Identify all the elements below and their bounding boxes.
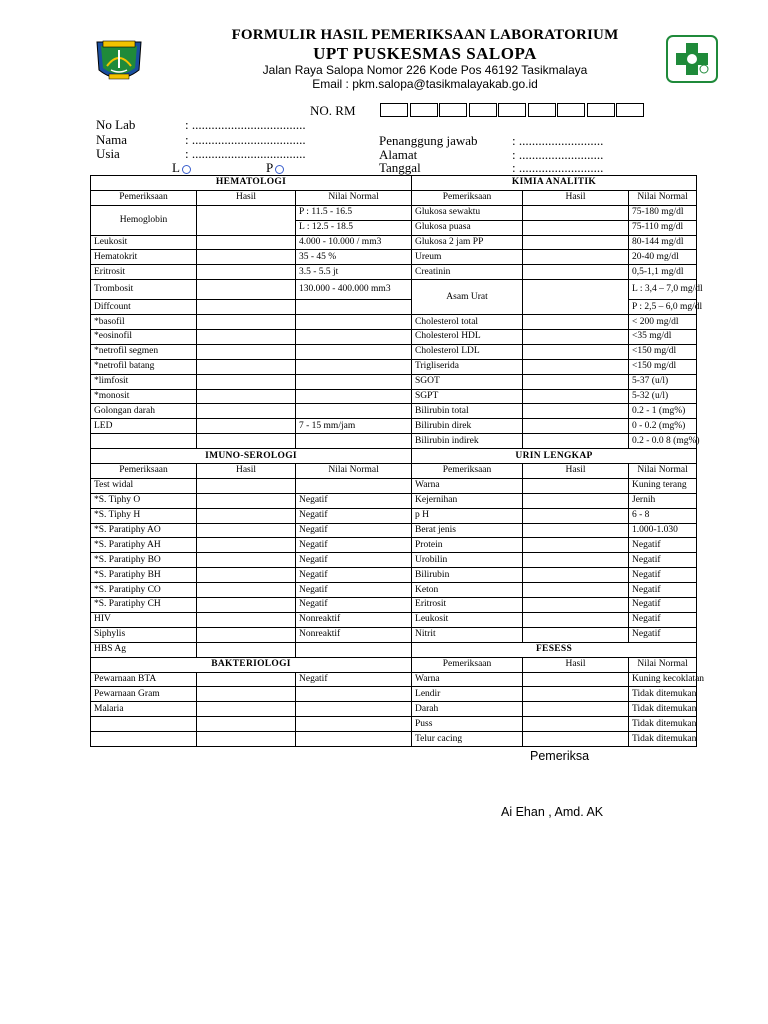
normal-value [296, 732, 412, 747]
normal-value [296, 717, 412, 732]
facility-address: Jalan Raya Salopa Nomor 226 Kode Pos 46192 Tasikmalaya [262, 63, 588, 77]
nama-label: Nama [96, 132, 128, 147]
column-header-normal: Nilai Normal [629, 190, 697, 205]
table-row [91, 265, 697, 280]
exam-name: Puss [412, 717, 523, 732]
facility-email: Email : pkm.salopa@tasikmalayakab.go.id [312, 77, 538, 91]
exam-name: *basofil [91, 315, 197, 330]
result-input[interactable] [523, 598, 629, 613]
result-input[interactable] [523, 205, 629, 220]
normal-value: Negatif [296, 672, 412, 687]
normal-value [296, 687, 412, 702]
exam-name: HBS Ag [91, 642, 197, 657]
table-row [91, 553, 697, 568]
normal-value: 20-40 mg/dl [629, 250, 697, 265]
normal-value: Negatif [296, 583, 412, 598]
result-input[interactable] [523, 419, 629, 434]
nama-field[interactable]: : ................................... [185, 132, 306, 147]
normal-value: 130.000 - 400.000 mm3 [296, 280, 412, 300]
normal-value: Nonreaktif [296, 627, 412, 642]
normal-value: 7 - 15 mm/jam [296, 419, 412, 434]
normal-value [296, 374, 412, 389]
result-input[interactable] [197, 235, 296, 250]
table-row [91, 176, 697, 191]
column-header-normal: Nilai Normal [629, 464, 697, 479]
normal-value: 0.2 - 1 (mg%) [629, 404, 697, 419]
exam-name: p H [412, 508, 523, 523]
normal-value: 75-110 mg/dl [629, 220, 697, 235]
normal-value: <35 mg/dl [629, 330, 697, 345]
examiner-label: Pemeriksa [530, 749, 590, 763]
result-input[interactable] [197, 523, 296, 538]
normal-value: P : 11.5 - 16.5 [296, 205, 412, 220]
lab-results-table [90, 175, 705, 747]
table-row [91, 598, 697, 613]
result-input[interactable] [523, 508, 629, 523]
normal-value [296, 389, 412, 404]
normal-value: < 200 mg/dl [629, 315, 697, 330]
exam-name: Glukosa sewaktu [412, 205, 523, 220]
result-input[interactable] [523, 493, 629, 508]
result-input[interactable] [523, 568, 629, 583]
table-row [91, 687, 697, 702]
no-rm-digit-box[interactable] [557, 103, 585, 117]
normal-value: 6 - 8 [629, 508, 697, 523]
column-header-result: Hasil [197, 464, 296, 479]
normal-value: Negatif [296, 508, 412, 523]
gender-female-label: P [266, 160, 274, 175]
normal-value: Tidak ditemukan [629, 702, 697, 717]
result-input[interactable] [197, 389, 296, 404]
result-input[interactable] [523, 478, 629, 493]
result-input[interactable] [523, 702, 629, 717]
normal-value: Tidak ditemukan [629, 732, 697, 747]
table-row [91, 508, 697, 523]
normal-value: Tidak ditemukan [629, 687, 697, 702]
normal-value: Negatif [296, 493, 412, 508]
exam-name: Protein [412, 538, 523, 553]
normal-value [296, 300, 412, 315]
result-input[interactable] [197, 493, 296, 508]
gender-male-label: L [172, 160, 180, 175]
normal-value: Nonreaktif [296, 612, 412, 627]
exam-name: Diffcount [91, 300, 197, 315]
exam-name: Trigliserida [412, 359, 523, 374]
column-header-result: Hasil [197, 190, 296, 205]
normal-value [296, 404, 412, 419]
exam-name: Hemoglobin [91, 205, 197, 235]
result-input[interactable] [197, 300, 296, 315]
result-input[interactable] [197, 478, 296, 493]
result-input[interactable] [523, 359, 629, 374]
exam-name [91, 717, 197, 732]
penanggung-jawab-label: Penanggung jawab [379, 133, 478, 148]
column-header-result: Hasil [523, 190, 629, 205]
exam-name: Pewarnaan BTA [91, 672, 197, 687]
result-input[interactable] [197, 374, 296, 389]
normal-value: Negatif [629, 553, 697, 568]
normal-value: 5-37 (u/l) [629, 374, 697, 389]
no-rm-digit-box[interactable] [616, 103, 644, 117]
exam-name [91, 434, 197, 449]
normal-value: Negatif [629, 538, 697, 553]
table-row [91, 419, 697, 434]
normal-value: Jernih [629, 493, 697, 508]
exam-name: Cholesterol LDL [412, 344, 523, 359]
exam-name: Test widal [91, 478, 197, 493]
section-hematologi: HEMATOLOGI [91, 176, 412, 191]
result-input[interactable] [523, 404, 629, 419]
table-row [91, 627, 697, 642]
no-rm-digit-box[interactable] [410, 103, 438, 117]
result-input[interactable] [523, 330, 629, 345]
result-input[interactable] [197, 508, 296, 523]
table-row [91, 612, 697, 627]
result-input[interactable] [197, 642, 296, 657]
tanggal-label: Tanggal [379, 160, 421, 175]
facility-name: UPT PUSKESMAS SALOPA [313, 44, 537, 63]
column-header-exam: Pemeriksaan [412, 464, 523, 479]
no-rm-label: NO. RM [310, 103, 356, 118]
exam-name: Telur cacing [412, 732, 523, 747]
no-rm-digit-box[interactable] [439, 103, 467, 117]
examiner-name: Ai Ehan , Amd. AK [501, 805, 604, 819]
result-input[interactable] [523, 523, 629, 538]
table-row [91, 702, 697, 717]
no-rm-digit-box[interactable] [587, 103, 615, 117]
result-input[interactable] [523, 672, 629, 687]
exam-name: *S. Tiphy H [91, 508, 197, 523]
exam-name: Bilirubin [412, 568, 523, 583]
exam-name: Leukosit [91, 235, 197, 250]
result-input[interactable] [523, 687, 629, 702]
normal-value: Kuning kecoklatan [629, 672, 697, 687]
result-input[interactable] [523, 374, 629, 389]
normal-value [296, 330, 412, 345]
no-rm-digit-box[interactable] [498, 103, 526, 117]
penanggung-jawab-field[interactable]: : .......................... [512, 133, 604, 148]
result-input[interactable] [197, 553, 296, 568]
table-row [91, 464, 697, 479]
result-input[interactable] [197, 330, 296, 345]
no-lab-label: No Lab [96, 117, 136, 132]
table-row [91, 642, 697, 657]
exam-name: Berat jenis [412, 523, 523, 538]
table-row [91, 404, 697, 419]
table-row [91, 330, 697, 345]
column-header-exam: Pemeriksaan [412, 657, 523, 672]
exam-name: Glukosa puasa [412, 220, 523, 235]
no-rm-digit-box[interactable] [528, 103, 556, 117]
exam-name [91, 732, 197, 747]
result-input[interactable] [197, 280, 296, 300]
normal-value: Kuning terang [629, 478, 697, 493]
normal-value: Negatif [629, 598, 697, 613]
column-header-exam: Pemeriksaan [412, 190, 523, 205]
normal-value: 3.5 - 5.5 jt [296, 265, 412, 280]
result-input[interactable] [197, 205, 296, 235]
exam-name: *S. Paratiphy BH [91, 568, 197, 583]
column-header-normal: Nilai Normal [296, 190, 412, 205]
table-row [91, 672, 697, 687]
result-input[interactable] [197, 672, 296, 687]
exam-name: *S. Paratiphy CH [91, 598, 197, 613]
normal-value: 0,5-1,1 mg/dl [629, 265, 697, 280]
exam-name: Keton [412, 583, 523, 598]
normal-value: 4.000 - 10.000 / mm3 [296, 235, 412, 250]
normal-value: 0.2 - 0.0 8 (mg%) [629, 434, 697, 449]
column-header-normal: Nilai Normal [296, 464, 412, 479]
normal-value: Negatif [296, 568, 412, 583]
gender-female-option[interactable] [266, 160, 284, 176]
exam-name: Warna [412, 672, 523, 687]
exam-name: Eritrosit [412, 598, 523, 613]
normal-value [296, 344, 412, 359]
gender-male-option[interactable] [172, 160, 191, 176]
table-row [91, 344, 697, 359]
table-row [91, 493, 697, 508]
exam-name: *S. Paratiphy BO [91, 553, 197, 568]
result-input[interactable] [197, 344, 296, 359]
table-row [91, 568, 697, 583]
exam-name: Malaria [91, 702, 197, 717]
table-row [91, 523, 697, 538]
table-row [91, 717, 697, 732]
normal-value [296, 315, 412, 330]
table-row [91, 449, 697, 464]
usia-label: Usia [96, 146, 120, 161]
radio-circle-icon[interactable] [275, 165, 284, 174]
result-input[interactable] [523, 717, 629, 732]
result-input[interactable] [197, 702, 296, 717]
table-row [91, 478, 697, 493]
alamat-label: Alamat [379, 147, 418, 162]
exam-name: SGPT [412, 389, 523, 404]
result-input[interactable] [523, 280, 629, 315]
normal-value [296, 702, 412, 717]
exam-name: Asam Urat [412, 280, 523, 315]
result-input[interactable] [197, 568, 296, 583]
result-input[interactable] [197, 359, 296, 374]
normal-value: Negatif [629, 612, 697, 627]
usia-field[interactable]: : ................................... [185, 146, 306, 161]
normal-value [296, 434, 412, 449]
normal-value: 1.000-1.030 [629, 523, 697, 538]
normal-value: Negatif [629, 627, 697, 642]
no-rm-digit-box[interactable] [469, 103, 497, 117]
normal-value: <150 mg/dl [629, 344, 697, 359]
table-row [91, 359, 697, 374]
form-title: FORMULIR HASIL PEMERIKSAAN LABORATORIUM [231, 27, 619, 43]
normal-value: Negatif [296, 538, 412, 553]
result-input[interactable] [523, 235, 629, 250]
result-input[interactable] [197, 732, 296, 747]
result-input[interactable] [197, 612, 296, 627]
result-input[interactable] [197, 598, 296, 613]
column-header-exam: Pemeriksaan [91, 464, 197, 479]
exam-name: Bilirubin direk [412, 419, 523, 434]
table-row [91, 315, 697, 330]
exam-name: Siphylis [91, 627, 197, 642]
exam-name: *netrofil batang [91, 359, 197, 374]
normal-value: 5-32 (u/l) [629, 389, 697, 404]
exam-name: Nitrit [412, 627, 523, 642]
exam-name: Kejernihan [412, 493, 523, 508]
normal-value: 80-144 mg/dl [629, 235, 697, 250]
result-input[interactable] [523, 265, 629, 280]
exam-name: Cholesterol total [412, 315, 523, 330]
exam-name: Creatinin [412, 265, 523, 280]
normal-value: L : 3,4 – 7,0 mg/dl [629, 280, 697, 300]
normal-value: 75-180 mg/dl [629, 205, 697, 220]
exam-name: Trombosit [91, 280, 197, 300]
exam-name: Leukosit [412, 612, 523, 627]
result-input[interactable] [197, 419, 296, 434]
normal-value: Negatif [629, 583, 697, 598]
column-header-result: Hasil [523, 657, 629, 672]
table-row [91, 235, 697, 250]
result-input[interactable] [523, 538, 629, 553]
exam-name: *S. Paratiphy AH [91, 538, 197, 553]
exam-name: *limfosit [91, 374, 197, 389]
normal-value: Tidak ditemukan [629, 717, 697, 732]
exam-name: Urobilin [412, 553, 523, 568]
exam-name: Darah [412, 702, 523, 717]
section-imuno-serologi: IMUNO-SEROLOGI [91, 449, 412, 464]
regency-emblem-logo [93, 36, 145, 86]
column-header-normal: Nilai Normal [629, 657, 697, 672]
normal-value [296, 359, 412, 374]
no-rm-digit-box[interactable] [380, 103, 408, 117]
normal-value: Negatif [296, 523, 412, 538]
result-input[interactable] [523, 434, 629, 449]
exam-name: *eosinofil [91, 330, 197, 345]
table-row [91, 657, 697, 672]
table-row [91, 374, 697, 389]
normal-value: Negatif [629, 568, 697, 583]
table-row [91, 280, 697, 300]
exam-name: *S. Paratiphy CO [91, 583, 197, 598]
puskesmas-logo [666, 35, 718, 83]
result-input[interactable] [197, 315, 296, 330]
table-row [91, 250, 697, 265]
exam-name: Bilirubin indirek [412, 434, 523, 449]
table-row [91, 205, 697, 220]
exam-name: Warna [412, 478, 523, 493]
result-input[interactable] [523, 389, 629, 404]
exam-name: LED [91, 419, 197, 434]
exam-name: HIV [91, 612, 197, 627]
result-input[interactable] [197, 583, 296, 598]
exam-name: SGOT [412, 374, 523, 389]
result-input[interactable] [523, 344, 629, 359]
normal-value: 0 - 0.2 (mg%) [629, 419, 697, 434]
table-row [91, 389, 697, 404]
normal-value [296, 478, 412, 493]
normal-value: P : 2,5 – 6,0 mg/dl [629, 300, 697, 315]
result-input[interactable] [523, 250, 629, 265]
section-fesess: FESESS [412, 642, 697, 657]
result-input[interactable] [197, 538, 296, 553]
table-row [91, 732, 697, 747]
exam-name: Cholesterol HDL [412, 330, 523, 345]
exam-name: *S. Tiphy O [91, 493, 197, 508]
result-input[interactable] [197, 265, 296, 280]
radio-circle-icon[interactable] [182, 165, 191, 174]
result-input[interactable] [197, 250, 296, 265]
normal-value [296, 642, 412, 657]
exam-name: Golongan darah [91, 404, 197, 419]
exam-name: *netrofil segmen [91, 344, 197, 359]
result-input[interactable] [197, 434, 296, 449]
result-input[interactable] [523, 315, 629, 330]
table-row [91, 583, 697, 598]
result-input[interactable] [197, 404, 296, 419]
result-input[interactable] [523, 553, 629, 568]
normal-value: L : 12.5 - 18.5 [296, 220, 412, 235]
result-input[interactable] [523, 220, 629, 235]
exam-name: Eritrosit [91, 265, 197, 280]
tanggal-field[interactable]: : .......................... [512, 160, 604, 175]
result-input[interactable] [523, 732, 629, 747]
exam-name: Glukosa 2 jam PP [412, 235, 523, 250]
table-row [91, 538, 697, 553]
result-input[interactable] [197, 687, 296, 702]
section-bakteriologi: BAKTERIOLOGI [91, 657, 412, 672]
normal-value: Negatif [296, 598, 412, 613]
result-input[interactable] [523, 583, 629, 598]
normal-value: <150 mg/dl [629, 359, 697, 374]
result-input[interactable] [197, 717, 296, 732]
section-urin-lengkap: URIN LENGKAP [412, 449, 697, 464]
exam-name: Pewarnaan Gram [91, 687, 197, 702]
section-kimia-analitik: KIMIA ANALITIK [412, 176, 697, 191]
column-header-result: Hasil [523, 464, 629, 479]
normal-value: Negatif [296, 553, 412, 568]
table-row [91, 434, 697, 449]
exam-name: Lendir [412, 687, 523, 702]
exam-name: Bilirubin total [412, 404, 523, 419]
alamat-field[interactable]: : .......................... [512, 147, 604, 162]
table-row [91, 190, 697, 205]
exam-name: Ureum [412, 250, 523, 265]
no-lab-field[interactable]: : ................................... [185, 117, 306, 132]
column-header-exam: Pemeriksaan [91, 190, 197, 205]
result-input[interactable] [523, 612, 629, 627]
normal-value: 35 - 45 % [296, 250, 412, 265]
exam-name: *monosit [91, 389, 197, 404]
exam-name: *S. Paratiphy AO [91, 523, 197, 538]
exam-name: Hematokrit [91, 250, 197, 265]
result-input[interactable] [197, 627, 296, 642]
result-input[interactable] [523, 627, 629, 642]
